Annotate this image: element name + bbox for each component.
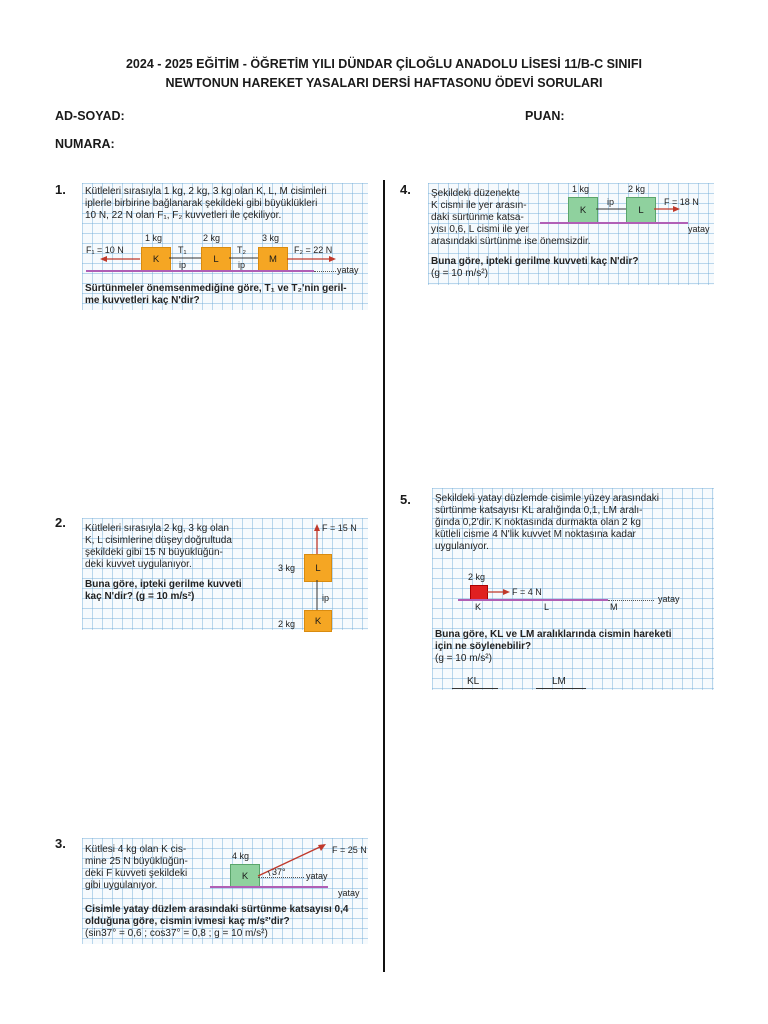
q1-mass-m: 3 kg (262, 233, 280, 243)
q4-text-line: yısı 0,6, L cismi ile yer (431, 224, 529, 235)
q3-text-line: deki F kuvveti şekildeki (85, 868, 188, 879)
q2-arrows (82, 518, 368, 630)
q2-text-line: K, L cisimlerine düşey doğrultuda (85, 535, 232, 546)
q4-force-label: F = 18 N (664, 197, 699, 207)
q5-text-line: kütleli cisme 4 N'lik kuvvet M noktasına kadar (435, 529, 636, 540)
q3-angle-label: 37° (272, 867, 286, 877)
q4-ground-label: yatay (688, 224, 710, 234)
q3-question-line: olduğuna göre, cismin ivmesi kaç m/s²'dir? (85, 916, 290, 927)
question-4-card (428, 183, 714, 285)
q3-text-line: Kütlesi 4 kg olan K cis- (85, 844, 187, 855)
q1-force-1-label: F₁ = 10 N (86, 245, 124, 255)
q1-text-line: iplerle birbirine bağlanarak şekildeki gibi büyüklükleri (85, 198, 318, 209)
number-label: NUMARA: (55, 137, 115, 151)
q3-body: K (230, 864, 260, 888)
q4-text-line: daki sürtünme katsa- (431, 212, 524, 223)
q1-rope-1: ip (179, 260, 187, 270)
question-2-number: 2. (55, 515, 66, 530)
q1-question-line: Sürtünmeler önemsenmediğine göre, T₁ ve T₂'nin geril- (85, 283, 347, 294)
q2-force-label: F = 15 N (322, 523, 357, 533)
q2-question-line: kaç N'dir? (g = 10 m/s²) (85, 591, 195, 602)
q3-note: (sin37° = 0,6 ; cos37° = 0,8 ; g = 10 m/s²) (85, 928, 268, 939)
q5-text-line: ğında 0,2'dir. K noktasında durmakta olan 2 kg (435, 517, 641, 528)
q2-mass-k: 2 kg (278, 619, 296, 629)
q3-ground-label-b: yatay (338, 888, 360, 898)
q5-point-k: K (475, 602, 482, 612)
q2-text-line: şekildeki gibi 15 N büyüklüğün- (85, 547, 223, 558)
q2-question-line: Buna göre, ipteki gerilme kuvveti (85, 579, 242, 590)
question-2-card (82, 518, 368, 630)
q3-ground-label-a: yatay (306, 871, 328, 881)
q1-body-k: K (141, 247, 171, 271)
q3-text-line: gibi uygulanıyor. (85, 880, 158, 891)
q1-force-2-label: F₂ = 22 N (294, 245, 333, 255)
question-5-card (432, 488, 714, 690)
q5-point-l: L (544, 602, 550, 612)
q5-point-m: M (610, 602, 618, 612)
question-3-card (82, 838, 368, 944)
q1-rope-2: ip (238, 260, 246, 270)
q5-text-line: sürtünme katsayısı KL aralığında 0,1, LM aralı- (435, 505, 643, 516)
q5-answer-lm-blank[interactable] (536, 688, 586, 689)
question-1-number: 1. (55, 182, 66, 197)
q2-text-line: Kütleleri sırasıyla 2 kg, 3 kg olan (85, 523, 229, 534)
q2-text-line: deki kuvvet uygulanıyor. (85, 559, 192, 570)
q5-force-label: F = 4 N (512, 587, 542, 597)
question-4-number: 4. (400, 182, 411, 197)
name-label: AD-SOYAD: (55, 109, 125, 123)
worksheet-subtitle: NEWTONUN HAREKET YASALARI DERSİ HAFTASONU ÖDEVİ SORULARI (165, 76, 603, 90)
q1-mass-k: 1 kg (145, 233, 163, 243)
q5-text-line: Şekildeki yatay düzlemde cisimle yüzey arasındaki (435, 493, 659, 504)
q1-tension-1: T₁ (178, 245, 187, 255)
worksheet-title: 2024 - 2025 EĞİTİM - ÖĞRETİM YILI DÜNDAR ÇİLOĞLU ANADOLU LİSESİ 11/B-C SINIFI (125, 57, 643, 71)
q2-mass-l: 3 kg (278, 563, 296, 573)
q1-text-line: 10 N, 22 N olan F₁, F₂ kuvvetleri ile çekiliyor. (85, 210, 282, 221)
q1-tension-2: T₂ (237, 245, 246, 255)
q5-mass-label: 2 kg (468, 572, 486, 582)
q5-text-line: uygulanıyor. (435, 541, 489, 552)
q2-rope-label: ip (322, 593, 330, 603)
column-divider (383, 180, 385, 972)
q1-body-l: L (201, 247, 231, 271)
question-1-card (82, 183, 368, 310)
q2-body-k: K (304, 610, 332, 632)
q4-question: Buna göre, ipteki gerilme kuvveti kaç N'dir? (431, 256, 639, 267)
q4-text-line: arasındaki sürtünme ise önemsizdir. (431, 236, 591, 247)
q2-body-l: L (304, 554, 332, 582)
q3-force-label: F = 25 N (332, 845, 367, 855)
q1-text-line: Kütleleri sırasıyla 1 kg, 2 kg, 3 kg olan K, L, M cisimleri (85, 186, 327, 197)
q1-ground-label: yatay (337, 265, 359, 275)
q3-text-line: mine 25 N büyüklüğün- (85, 856, 188, 867)
q4-mass-k: 1 kg (572, 184, 590, 194)
q3-mass-label: 4 kg (232, 851, 250, 861)
q5-answer-kl-blank[interactable] (452, 688, 498, 689)
q1-mass-l: 2 kg (203, 233, 221, 243)
q1-question-line: me kuvvetleri kaç N'dir? (85, 295, 200, 306)
q4-body-l: L (626, 197, 656, 223)
q5-ground-label: yatay (658, 594, 680, 604)
q5-note: (g = 10 m/s²) (435, 653, 492, 664)
question-3-number: 3. (55, 836, 66, 851)
q5-answer-lm-label: LM (552, 676, 566, 687)
q1-body-m: M (258, 247, 288, 271)
question-5-number: 5. (400, 492, 411, 507)
q4-text-line: K cismi ile yer arasın- (431, 200, 527, 211)
q5-answer-kl-label: KL (467, 676, 480, 687)
q4-rope-label: ip (607, 197, 615, 207)
q3-question-line: Cisimle yatay düzlem arasındaki sürtünme katsayısı 0,4 (85, 904, 349, 915)
q4-mass-l: 2 kg (628, 184, 646, 194)
score-label: PUAN: (525, 109, 565, 123)
q5-question-line: Buna göre, KL ve LM aralıklarında cismin hareketi (435, 629, 672, 640)
q4-body-k: K (568, 197, 598, 223)
q4-note: (g = 10 m/s²) (431, 268, 488, 279)
q5-question-line: için ne söylenebilir? (435, 641, 532, 652)
q4-text-line: Şekildeki düzenekte (431, 188, 520, 199)
